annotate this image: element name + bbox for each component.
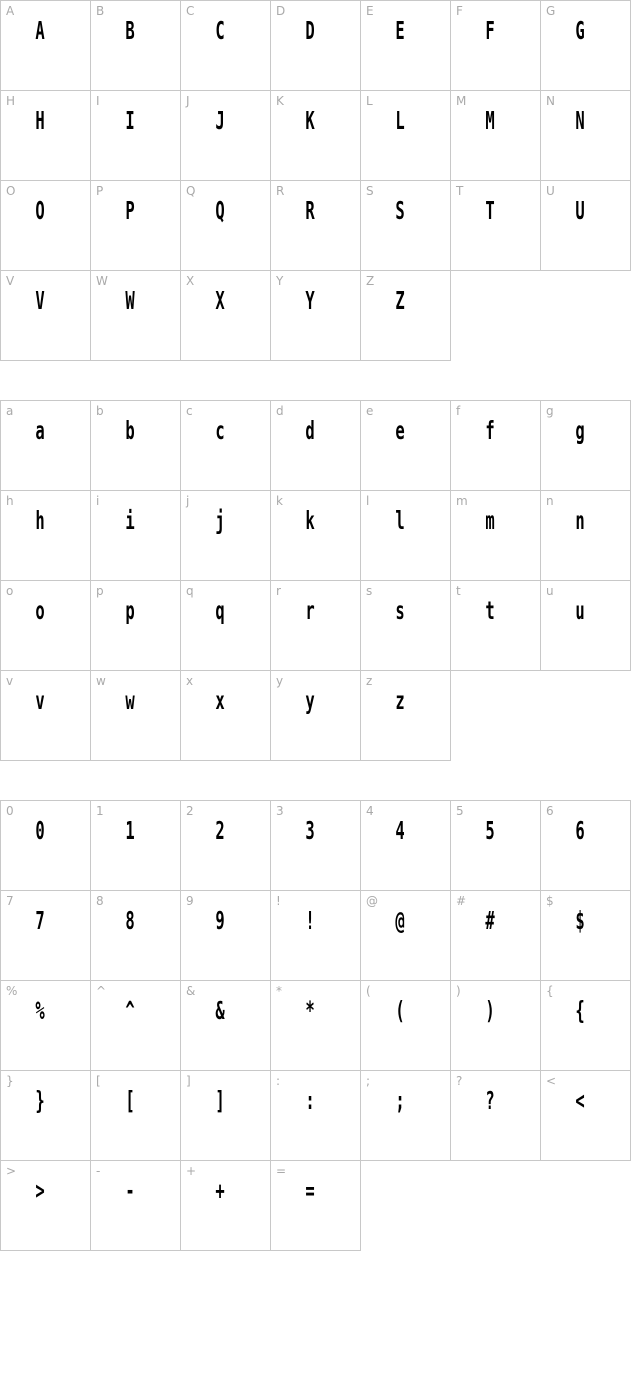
glyph-cell-label: + [186,1164,197,1178]
glyph-cell-label: P [96,184,104,198]
glyph-cell-label: w [96,674,106,688]
glyph-cell[interactable] [270,1070,361,1161]
glyph-preview: # [485,906,495,935]
glyph-preview: 7 [35,906,45,935]
glyph-preview: - [125,1176,135,1205]
glyph-cell[interactable] [0,270,91,361]
glyph-cell-label: Y [276,274,284,288]
glyph-preview: u [575,596,585,625]
glyph-cell-label: : [276,1074,281,1088]
glyph-cell-label: d [276,404,284,418]
glyph-cell-label: 2 [186,804,194,818]
glyph-cell[interactable] [450,980,541,1071]
glyph-cell[interactable] [90,400,181,491]
glyph-cell[interactable] [90,1070,181,1161]
glyph-cell-label: 7 [6,894,14,908]
glyph-preview: s [395,596,405,625]
glyph-preview: [ [125,1086,135,1115]
glyph-cell-label: o [6,584,14,598]
glyph-cell-label: ) [456,984,461,998]
glyph-cell[interactable] [450,400,541,491]
glyph-cell-label: f [456,404,461,418]
glyph-cell[interactable] [540,800,631,891]
glyph-cell-label: b [96,404,104,418]
glyph-preview: g [575,416,585,445]
glyph-cell-label: W [96,274,108,288]
glyph-cell[interactable] [450,0,541,91]
glyph-cell[interactable] [450,800,541,891]
glyph-cell-label: U [546,184,555,198]
glyph-preview: A [35,16,45,45]
glyph-cell-label: D [276,4,286,18]
glyph-preview: l [395,506,405,535]
glyph-cell[interactable] [90,1160,181,1251]
glyph-cell[interactable] [0,670,91,761]
glyph-preview: 8 [125,906,135,935]
glyph-cell[interactable] [0,1070,91,1161]
glyph-cell[interactable] [90,270,181,361]
glyph-preview: P [125,196,135,225]
glyph-preview: d [305,416,315,445]
glyph-preview: C [215,16,225,45]
glyph-cell[interactable] [270,90,361,181]
glyph-cell[interactable] [270,580,361,671]
glyph-cell-label: x [186,674,194,688]
glyph-cell-label: l [366,494,370,508]
glyph-preview: & [215,996,225,1025]
glyph-preview: y [305,686,315,715]
glyph-cell-label: A [6,4,15,18]
glyph-cell-label: ; [366,1074,371,1088]
glyph-cell[interactable] [360,90,451,181]
glyph-preview: E [395,16,405,45]
glyph-cell-label: % [6,984,18,998]
glyph-preview: J [215,106,225,135]
glyph-cell[interactable] [270,670,361,761]
glyph-cell[interactable] [180,800,271,891]
glyph-cell-label: ] [186,1074,191,1088]
glyph-cell[interactable] [180,890,271,981]
glyph-cell-label: [ [96,1074,101,1088]
glyph-cell-label: $ [546,894,554,908]
glyph-preview: p [125,596,135,625]
glyph-preview: I [125,106,135,135]
glyph-cell[interactable] [270,270,361,361]
glyph-preview: ; [395,1086,405,1115]
glyph-preview: V [35,286,45,315]
glyph-cell-label: 5 [456,804,464,818]
glyph-cell[interactable] [360,490,451,581]
glyph-preview: Q [215,196,225,225]
glyph-cell-label: t [456,584,461,598]
glyph-cell-label: N [546,94,555,108]
glyph-preview: j [215,506,225,535]
glyph-cell-label: ^ [96,984,107,998]
glyph-cell-label: 1 [96,804,104,818]
glyph-cell-label: E [366,4,374,18]
glyph-cell[interactable] [90,490,181,581]
glyph-cell[interactable] [180,1070,271,1161]
glyph-cell[interactable] [90,890,181,981]
glyph-preview: < [575,1086,585,1115]
glyph-cell-label: L [366,94,373,108]
glyph-preview: F [485,16,495,45]
glyph-preview: ^ [125,996,135,1025]
glyph-cell-label: m [456,494,468,508]
glyph-cell[interactable] [0,0,91,91]
glyph-cell-label: u [546,584,554,598]
glyph-preview: 9 [215,906,225,935]
glyph-preview: e [395,416,405,445]
glyph-cell-label: V [6,274,15,288]
glyph-preview: K [305,106,315,135]
glyph-cell-label: I [96,94,100,108]
glyph-cell[interactable] [360,400,451,491]
glyph-cell-label: K [276,94,284,108]
glyph-cell-label: # [456,894,467,908]
glyph-cell-label: 0 [6,804,14,818]
glyph-cell-label: 6 [546,804,554,818]
glyph-preview: T [485,196,495,225]
glyph-cell-label: @ [366,894,378,908]
glyph-cell-label: j [186,494,190,508]
glyph-cell[interactable] [90,0,181,91]
glyph-cell[interactable] [450,90,541,181]
glyph-preview: h [35,506,45,535]
glyph-cell[interactable] [0,1160,91,1251]
glyph-cell-label: } [6,1074,14,1088]
glyph-cell-label: 4 [366,804,374,818]
glyph-cell[interactable] [540,580,631,671]
glyph-cell-label: C [186,4,195,18]
glyph-cell-label: r [276,584,281,598]
glyph-preview: } [35,1086,45,1115]
glyph-cell[interactable] [360,800,451,891]
glyph-cell-label: & [186,984,196,998]
glyph-preview: S [395,196,405,225]
glyph-preview: i [125,506,135,535]
glyph-preview: Z [395,286,405,315]
glyph-cell[interactable] [360,670,451,761]
glyph-cell[interactable] [450,580,541,671]
glyph-preview: : [305,1086,315,1115]
glyph-preview: U [575,196,585,225]
glyph-cell[interactable] [0,400,91,491]
glyph-cell-label: X [186,274,195,288]
glyph-cell-label: c [186,404,193,418]
glyph-preview: @ [395,906,405,935]
glyph-cell[interactable] [180,490,271,581]
glyph-cell-label: J [186,94,190,108]
glyph-cell[interactable] [540,180,631,271]
glyph-preview: ) [485,996,495,1025]
glyph-cell-label: G [546,4,556,18]
glyph-cell[interactable] [450,1070,541,1161]
glyph-cell[interactable] [180,980,271,1071]
glyph-cell-label: k [276,494,283,508]
glyph-cell[interactable] [360,0,451,91]
glyph-cell-label: > [6,1164,17,1178]
glyph-cell[interactable] [270,980,361,1071]
glyph-cell[interactable] [360,980,451,1071]
glyph-preview: R [305,196,315,225]
glyph-preview: 4 [395,816,405,845]
glyph-preview: 6 [575,816,585,845]
glyph-cell[interactable] [0,490,91,581]
glyph-preview: { [575,996,585,1025]
glyph-cell-label: ? [456,1074,463,1088]
glyph-cell[interactable] [540,890,631,981]
glyph-preview: % [35,996,45,1025]
glyph-cell[interactable] [0,90,91,181]
glyph-preview: X [215,286,225,315]
glyph-cell[interactable] [90,90,181,181]
glyph-preview: O [35,196,45,225]
glyph-preview: 2 [215,816,225,845]
glyph-cell-label: 8 [96,894,104,908]
glyph-preview: G [575,16,585,45]
glyph-preview: a [35,416,45,445]
glyph-cell-label: R [276,184,285,198]
glyph-cell[interactable] [180,270,271,361]
glyph-cell-label: y [276,674,284,688]
glyph-preview: 0 [35,816,45,845]
glyph-cell-label: v [6,674,14,688]
glyph-preview: o [35,596,45,625]
glyph-cell[interactable] [360,580,451,671]
glyph-cell-label: 9 [186,894,194,908]
glyph-preview: B [125,16,135,45]
glyph-cell-label: M [456,94,467,108]
glyph-cell[interactable] [90,580,181,671]
glyph-cell-label: i [96,494,100,508]
glyph-cell[interactable] [180,400,271,491]
glyph-preview: 1 [125,816,135,845]
glyph-preview: = [305,1176,315,1205]
glyph-cell[interactable] [360,180,451,271]
glyph-cell-label: Q [186,184,196,198]
glyph-cell-label: * [276,984,282,998]
glyph-preview: v [35,686,45,715]
glyph-preview: ? [485,1086,495,1115]
glyph-preview: b [125,416,135,445]
glyph-preview: W [125,286,135,315]
glyph-cell[interactable] [540,400,631,491]
glyph-preview: c [215,416,225,445]
glyph-cell-label: ! [276,894,281,908]
glyph-cell-label: q [186,584,194,598]
glyph-preview: r [305,596,315,625]
glyph-cell-label: n [546,494,554,508]
glyph-cell[interactable] [0,890,91,981]
glyph-preview: M [485,106,495,135]
glyph-cell[interactable] [0,980,91,1071]
glyph-preview: x [215,686,225,715]
glyph-cell-label: a [6,404,14,418]
glyph-cell-label: - [96,1164,101,1178]
glyph-cell[interactable] [540,490,631,581]
glyph-cell-label: H [6,94,16,108]
glyph-cell[interactable] [540,0,631,91]
glyph-preview: ! [305,906,315,935]
glyph-cell-label: = [276,1164,287,1178]
glyph-preview: n [575,506,585,535]
glyph-cell-label: e [366,404,374,418]
glyph-preview: m [485,506,495,535]
glyph-preview: H [35,106,45,135]
glyph-cell[interactable] [270,0,361,91]
glyph-preview: 3 [305,816,315,845]
glyph-cell[interactable] [450,890,541,981]
glyph-cell[interactable] [180,1160,271,1251]
glyph-cell-label: z [366,674,373,688]
glyph-cell-label: h [6,494,14,508]
glyph-preview: N [575,106,585,135]
glyph-cell[interactable] [270,890,361,981]
glyph-preview: f [485,416,495,445]
glyph-cell-label: ( [366,984,371,998]
glyph-preview: t [485,596,495,625]
glyph-cell[interactable] [180,670,271,761]
glyph-preview: w [125,686,135,715]
glyph-preview: + [215,1176,225,1205]
glyph-preview: q [215,596,225,625]
glyph-cell-label: < [546,1074,557,1088]
glyph-cell[interactable] [450,490,541,581]
glyph-cell[interactable] [90,800,181,891]
glyph-cell-label: { [546,984,554,998]
glyph-preview: L [395,106,405,135]
glyph-cell-label: g [546,404,554,418]
glyph-cell[interactable] [360,890,451,981]
glyph-cell-label: p [96,584,104,598]
glyph-preview: Y [305,286,315,315]
glyph-cell[interactable] [90,980,181,1071]
glyph-cell-label: s [366,584,373,598]
glyph-cell-label: O [6,184,16,198]
glyph-cell[interactable] [0,580,91,671]
glyph-cell[interactable] [180,580,271,671]
glyph-preview: k [305,506,315,535]
glyph-cell-label: Z [366,274,375,288]
glyph-preview: > [35,1176,45,1205]
glyph-cell[interactable] [180,90,271,181]
glyph-cell[interactable] [90,670,181,761]
glyph-cell-label: T [456,184,464,198]
glyph-cell[interactable] [270,400,361,491]
glyph-cell[interactable] [540,1070,631,1161]
glyph-preview: $ [575,906,585,935]
glyph-preview: ( [395,996,405,1025]
glyph-cell[interactable] [0,180,91,271]
glyph-cell[interactable] [180,0,271,91]
glyph-cell-label: S [366,184,374,198]
glyph-cell[interactable] [270,180,361,271]
glyph-preview: z [395,686,405,715]
glyph-cell[interactable] [270,490,361,581]
glyph-cell[interactable] [180,180,271,271]
glyph-cell[interactable] [270,800,361,891]
glyph-preview: ] [215,1086,225,1115]
glyph-cell[interactable] [270,1160,361,1251]
glyph-cell[interactable] [90,180,181,271]
glyph-preview: 5 [485,816,495,845]
glyph-cell-label: F [456,4,463,18]
glyph-cell-label: 3 [276,804,284,818]
glyph-cell[interactable] [360,270,451,361]
glyph-preview: D [305,16,315,45]
glyph-cell-label: B [96,4,105,18]
glyph-preview: * [305,996,315,1025]
glyph-cell[interactable] [360,1070,451,1161]
glyph-cell[interactable] [540,90,631,181]
glyph-cell[interactable] [450,180,541,271]
glyph-cell[interactable] [0,800,91,891]
glyph-cell[interactable] [540,980,631,1071]
